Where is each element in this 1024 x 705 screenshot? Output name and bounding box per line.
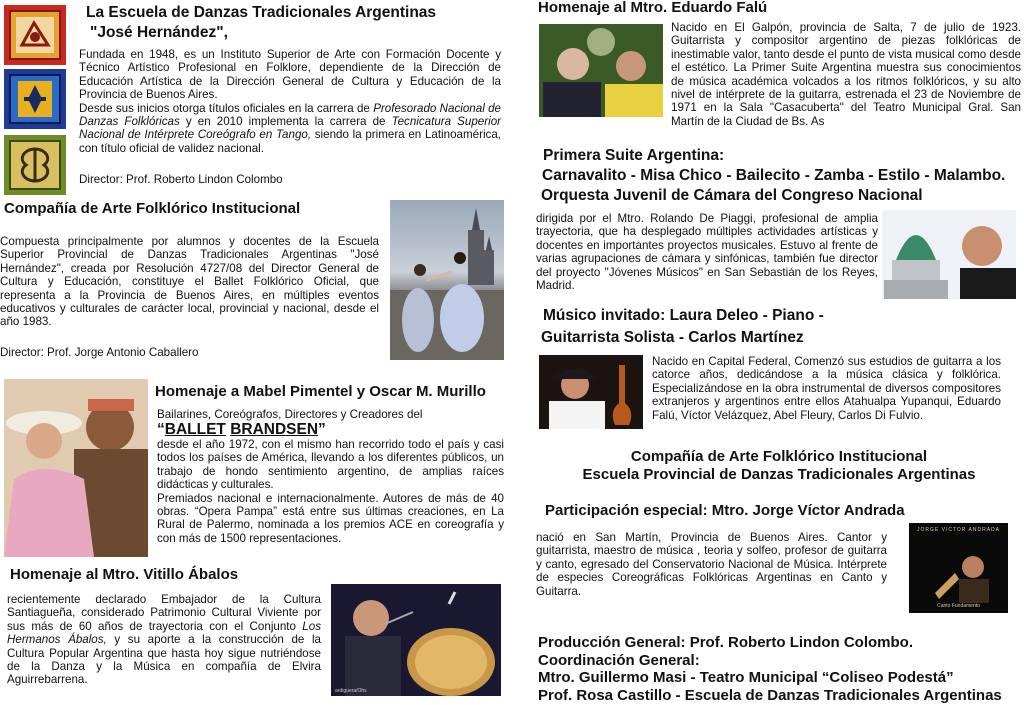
institutional-line-2: Escuela Provincial de Danzas Tradicionales Argentinas — [582, 466, 976, 483]
credits-block — [538, 634, 1018, 704]
suite-title — [541, 146, 1024, 206]
vitillo-description — [7, 593, 321, 687]
andrada-description: nació en San Martín, Provincia de Buenos Aires. Cantor y guitarrista, maestro de música , teoria y solfeo, profesor de guitarra y canto, egresado del Conservatorio Nacional de Música. Intérprete de especies Coreográficas Folklóricas Argentinas en Canto y Guitarra. — [536, 531, 887, 598]
brand-quote-close: ” — [318, 421, 326, 438]
school-para-1: Fundada en 1948, es un Instituto Superior de Arte con Formación Docente y Técnico Artístico Profesional en Folklore, dependiente de la Dirección de Educación Artística de la Dirección General de Cultura y Educación de la Provincia de Buenos Aires. — [79, 48, 501, 102]
emblem-tile-figure — [4, 69, 66, 129]
school-para-2b: Profesorado Nacional de Danzas Folklóricas — [79, 101, 501, 129]
mabel-para-2: Premiados nacional e internacionalmente. Autores de más de 40 obras. “Opera Pampa” está entre sus últimas creaciones, en La Rural de Palermo, nominada a los premios ACE en coreografía y con más de 1500 representaciones. — [157, 491, 504, 545]
album-title: Canto Fundamento — [937, 603, 980, 609]
guitarist-description: Nacido en Capital Federal, Comenzó sus estudios de guitarra a los catorce años, dedicándose a la música clásica y folklórica. Especializándose en la obra instrumental de diversos compositores extranjeros y argentinos entre ellos Atahualpa Yupanqui, Eduardo Falú, Víctor Velázquez, Abel Fleury, Carlos Di Fulvio. — [652, 355, 1001, 422]
congress-photo — [882, 210, 1016, 299]
guest-title — [541, 306, 1021, 348]
school-para-2 — [79, 102, 501, 156]
guest-line-2: Guitarrista Solista - Carlos Martínez — [541, 329, 804, 346]
school-para-2a: Desde sus inicios otorga títulos oficiales en la carrera de — [79, 101, 374, 115]
suite-line-2: Carnavalito - Misa Chico - Bailecito - Zamba - Estilo - Malambo. — [542, 167, 1006, 184]
company-description: Compuesta principalmente por alumnos y docentes de la Escuela Superior Provincial de Danzas Tradicionales Argentinas "José Hernández", creada por Resolución 4727/08 del Director General de Cultura y Educación, constituye el Ballet Folklórico Oficial, que representa a la Provincia de Buenos Aires, en múltiples eventos educativos y culturales de carácter local, provincial y nacional, desde el año 1983. — [0, 235, 379, 329]
company-title: Compañía de Arte Folklórico Institucional — [4, 200, 301, 217]
guest-line-1: Músico invitado: Laura Deleo - Piano - — [543, 307, 824, 324]
school-title — [86, 3, 466, 43]
vitillo-title: Homenaje al Mtro. Vitillo Ábalos — [10, 566, 239, 583]
vitillo-para-b: Los Hermanos Ábalos, — [7, 619, 321, 647]
institutional-block — [540, 448, 1018, 484]
vitillo-para-c: y su aporte a la construcción de la Cultura Popular Argentina que hasta hoy sigue nutriéndose de la Danza y la Música en compañía de Elvira Aguirrebarrena. — [7, 633, 321, 687]
ballet-brandsen — [157, 420, 457, 440]
orchestra-description: dirigida por el Mtro. Rolando De Piaggi, profesional de amplia trayectoria, que ha desplegado múltiples actividades artísticas y docentes en importantes proyectos musicales. Estuvo al frente de varias agrupaciones de cámara y sinfónicas, también fue director del proyecto "Jóvenes Músicos" en San Sebastián de los Reyes, Madrid. — [536, 212, 878, 293]
brand-quote-open: “ — [157, 421, 165, 438]
falu-description: Nacido en El Galpón, provincia de Salta, 7 de julio de 1923. Guitarrista y compositor argentino de piezas folklóricas de inestimable valor, tanto desde el punto de vista musical como desde el estético. La Primer Suite Argentina muestra sus conocimientos de música académica volcados a los ritmos folklóricos, y su alto nivel de intérprete de la guitarra, estrenada el 23 de Noviembre de 1971 en la Sala "Casacuberta" del Teatro Municipal Gral. San Martín de la Ciudad de Bs. As — [671, 21, 1021, 128]
company-director: Director: Prof. Jorge Antonio Caballero — [0, 346, 199, 359]
emblem-tile-bird — [4, 5, 66, 65]
falu-title: Homenaje al Mtro. Eduardo Falú — [538, 0, 768, 16]
emblem-tile-butterfly — [4, 135, 66, 195]
school-director: Director: Prof. Roberto Lindon Colombo — [79, 173, 283, 186]
guitarist-photo — [539, 355, 643, 429]
school-para-2e: siendo la primera en Latinoamérica, con título oficial de validez nacional. — [79, 128, 501, 155]
credits-line-2: Coordinación General: — [538, 651, 700, 669]
dancers-photo — [390, 200, 504, 360]
mabel-intro: Bailarines, Coreógrafos, Directores y Creadores del — [157, 408, 423, 421]
institutional-line-1: Compañía de Arte Folklórico Institucional — [630, 448, 928, 465]
suite-line-1: Primera Suite Argentina: — [543, 147, 725, 164]
school-para-2c: y en 2010 implementa la carrera de — [179, 115, 392, 129]
credits-line-1: Producción General: Prof. Roberto Lindon Colombo. — [538, 634, 913, 651]
brandsen-link[interactable]: BRANDSEN — [230, 421, 319, 438]
vitillo-photo — [331, 584, 501, 696]
album-artist: JORGE VICTOR ANDRADA — [917, 527, 1000, 533]
credits-line-3: Mtro. Guillermo Masi - Teatro Municipal “Coliseo Podestá” — [538, 669, 954, 686]
mabel-description — [157, 438, 504, 545]
andrada-title: Participación especial: Mtro. Jorge Víctor Andrada — [545, 502, 905, 519]
school-title-line2: "José Hernández", — [90, 24, 228, 41]
suite-line-3: Orquesta Juvenil de Cámara del Congreso Nacional — [541, 187, 923, 204]
school-title-line1: La Escuela de Danzas Tradicionales Argentinas — [86, 4, 437, 21]
school-description — [79, 48, 501, 155]
andrada-album-cover — [909, 523, 1008, 613]
mabel-title: Homenaje a Mabel Pimentel y Oscar M. Murillo — [155, 383, 486, 400]
vitillo-para-a: recientemente declarado Embajador de la Cultura Santiagueña, considerado Patrimonio Cultural Viviente por sus más de 60 años de trayectoria con el Conjunto — [7, 593, 321, 633]
photo-credit: ardiguera/Ohs — [335, 688, 367, 694]
mabel-para-1: desde el año 1972, con el mismo han recorrido todo el país y casi todos los países de América, llevando a los diferentes públicos, un trabajo de hondo sentimiento argentino, de amplias raíces didácticas y culturales. — [157, 438, 504, 492]
credits-line-4: Prof. Rosa Castillo - Escuela de Danzas Tradicionales Argentinas — [538, 686, 1002, 704]
falu-photo — [539, 24, 663, 117]
ballet-link[interactable]: BALLET — [164, 421, 226, 438]
school-para-2d: Tecnicatura Superior Nacional de Intérprete Coreógrafo en Tango, — [79, 115, 501, 142]
mabel-oscar-photo — [4, 379, 148, 557]
